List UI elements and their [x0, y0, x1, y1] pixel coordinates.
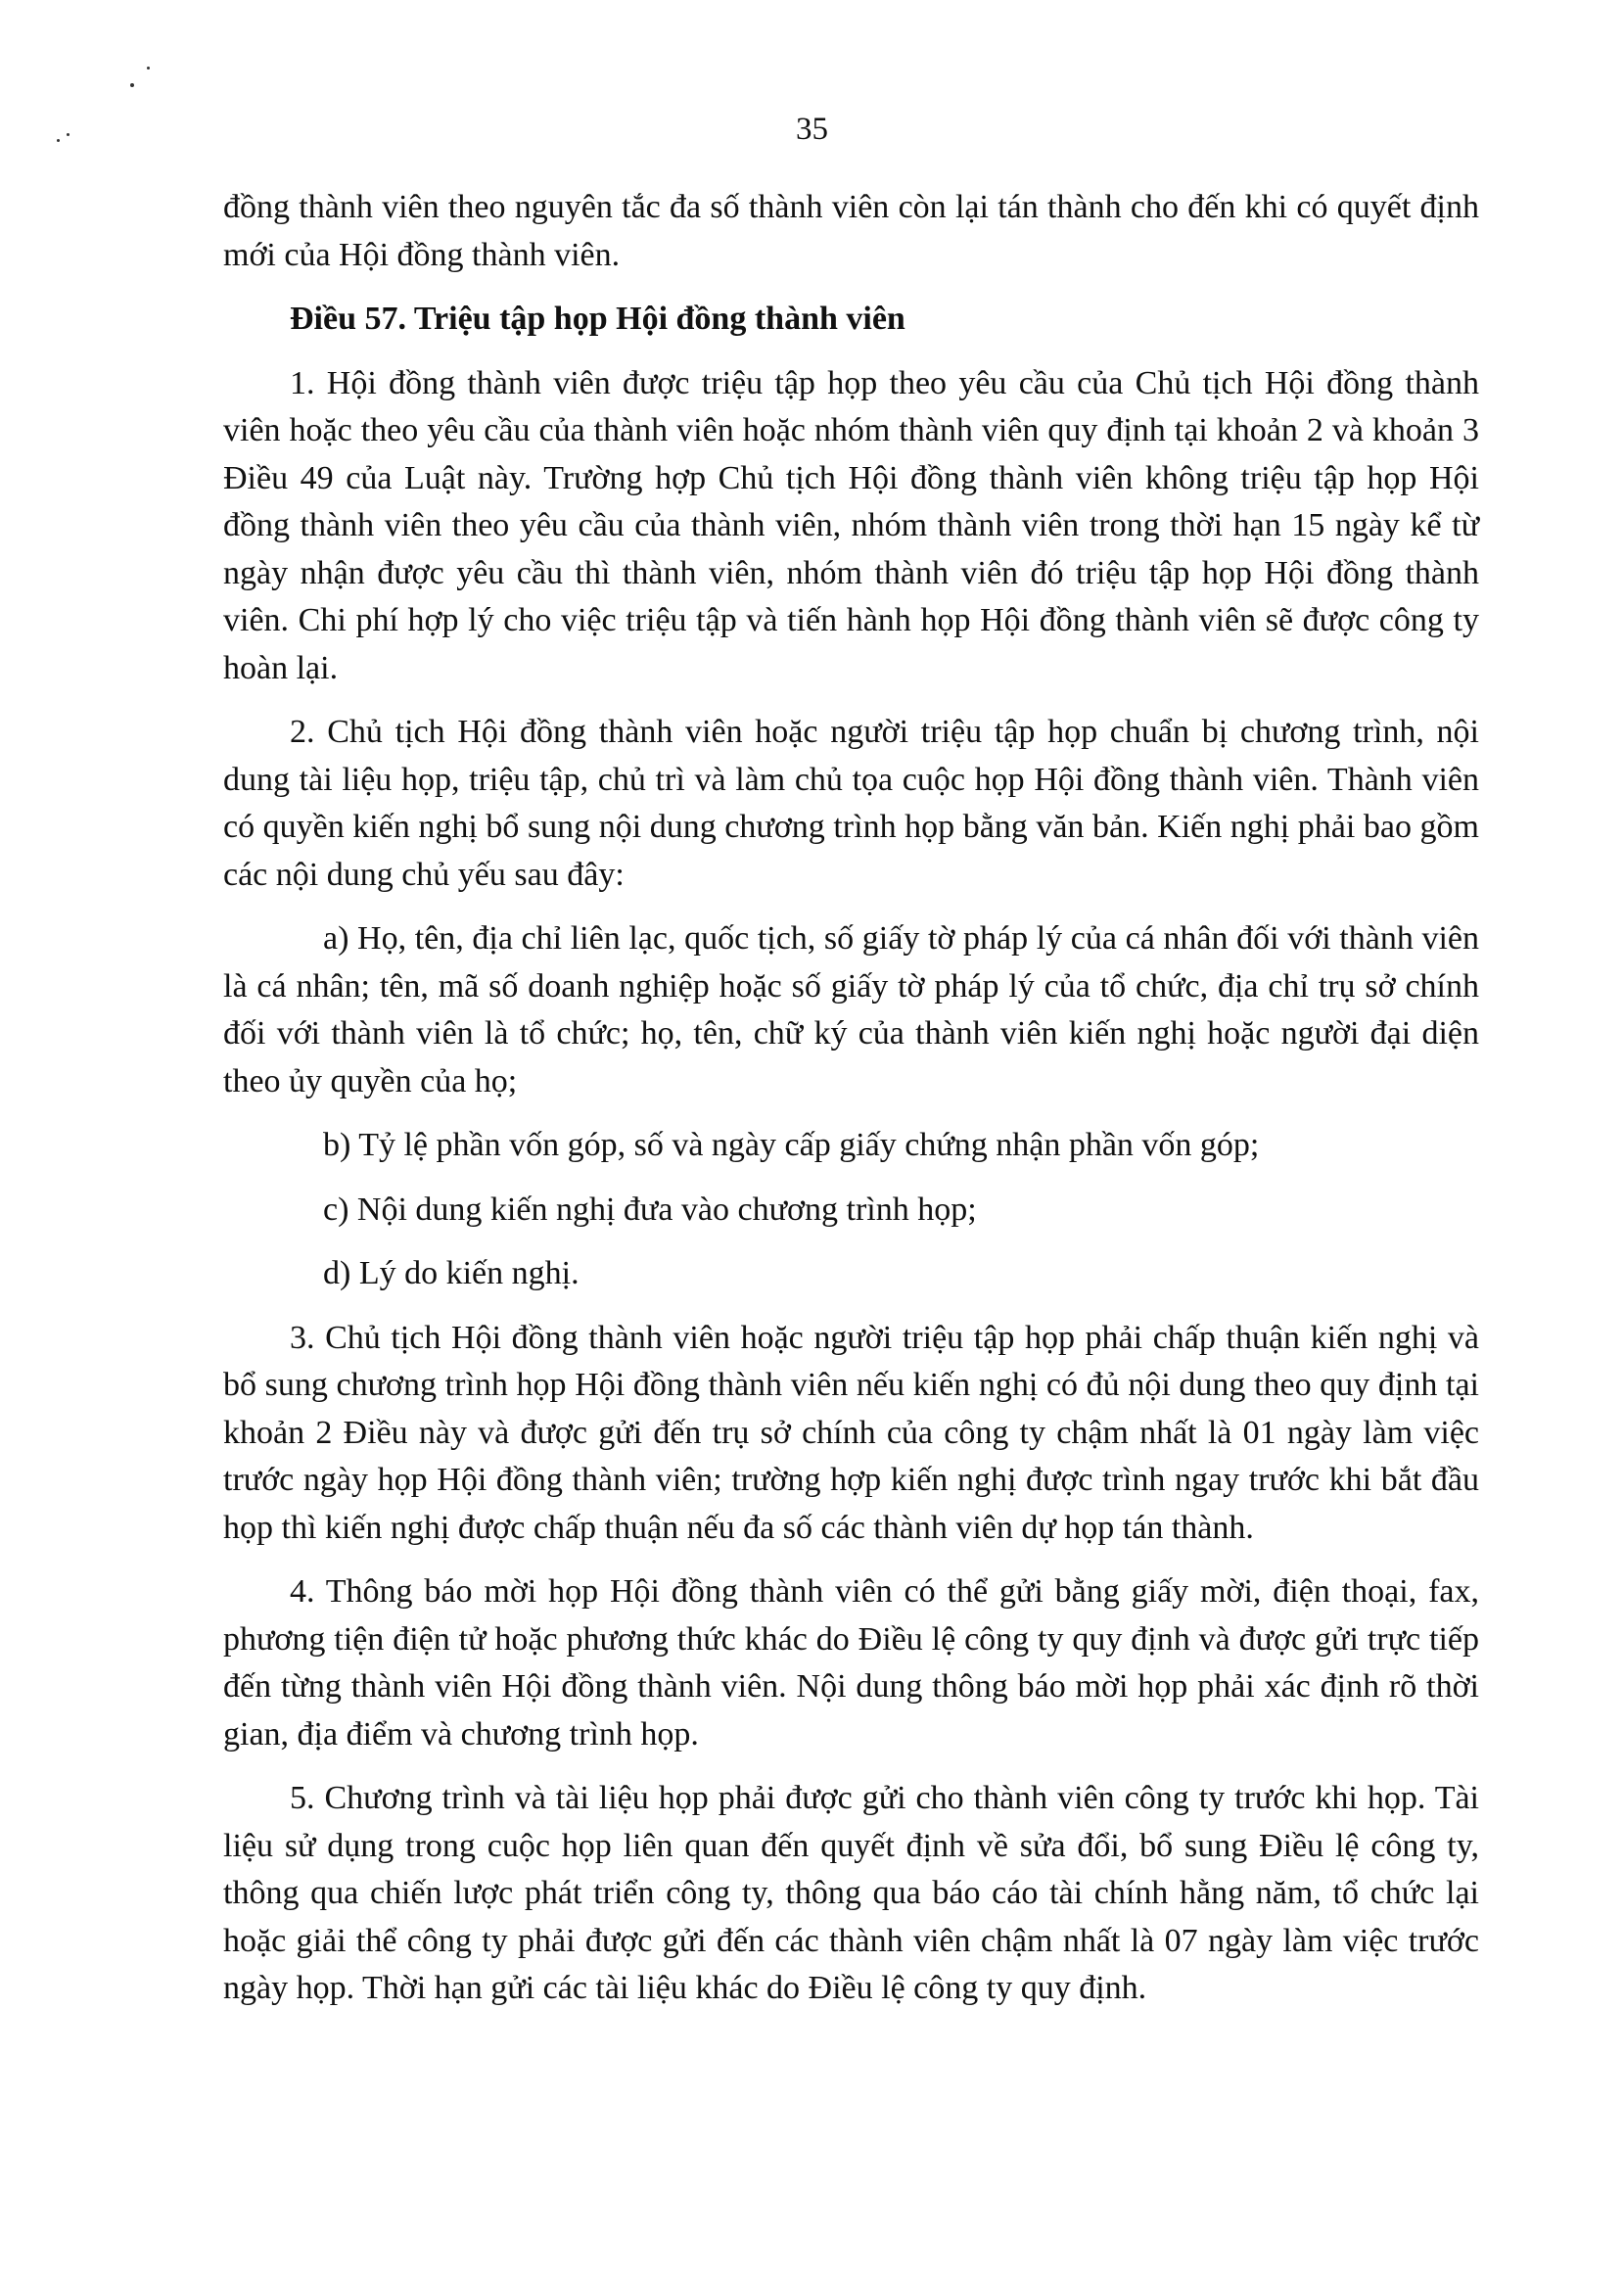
scan-speck	[130, 83, 134, 87]
clause-4-paragraph: 4. Thông báo mời họp Hội đồng thành viên có thể gửi bằng giấy mời, điện thoại, fax, phương tiện điện tử hoặc phương thức khác do Điều lệ công ty quy định và được gửi trực tiếp đến từng thành viên Hội đồng thành viên. Nội dung thông báo mời họp phải xác định rõ thời gian, địa điểm và chương trình họp.	[223, 1573, 1479, 1753]
document-body	[223, 184, 1479, 2030]
clause-2d-paragraph: d) Lý do kiến nghị.	[323, 1255, 580, 1291]
clause-2-paragraph: 2. Chủ tịch Hội đồng thành viên hoặc người triệu tập họp chuẩn bị chương trình, nội dung tài liệu họp, triệu tập, chủ trì và làm chủ tọa cuộc họp Hội đồng thành viên. Thành viên có quyền kiến nghị bổ sung nội dung chương trình họp bằng văn bản. Kiến nghị phải bao gồm các nội dung chủ yếu sau đây:	[223, 714, 1479, 893]
clause-2a-paragraph: a) Họ, tên, địa chỉ liên lạc, quốc tịch, số giấy tờ pháp lý của cá nhân đối với thành viên là cá nhân; tên, mã số doanh nghiệp hoặc số giấy tờ pháp lý của tổ chức, địa chỉ trụ sở chính đối với thành viên là tổ chức; họ, tên, chữ ký của thành viên kiến nghị hoặc người đại diện theo ủy quyền của họ;	[223, 920, 1479, 1099]
continuation-paragraph: đồng thành viên theo nguyên tắc đa số thành viên còn lại tán thành cho đến khi có quyết định mới của Hội đồng thành viên.	[223, 189, 1479, 273]
clause-2c-paragraph: c) Nội dung kiến nghị đưa vào chương trình họp;	[323, 1191, 977, 1228]
clause-3-paragraph: 3. Chủ tịch Hội đồng thành viên hoặc người triệu tập họp phải chấp thuận kiến nghị và bổ sung chương trình họp Hội đồng thành viên nếu kiến nghị có đủ nội dung theo quy định tại khoản 2 Điều này và được gửi đến trụ sở chính của công ty chậm nhất là 01 ngày làm việc trước ngày họp Hội đồng thành viên; trường hợp kiến nghị được trình ngay trước khi bắt đầu họp thì kiến nghị được chấp thuận nếu đa số các thành viên dự họp tán thành.	[223, 1319, 1479, 1546]
clause-1-paragraph: 1. Hội đồng thành viên được triệu tập họp theo yêu cầu của Chủ tịch Hội đồng thành viên hoặc theo yêu cầu của thành viên hoặc nhóm thành viên quy định tại khoản 2 và khoản 3 Điều 49 của Luật này. Trường hợp Chủ tịch Hội đồng thành viên không triệu tập họp Hội đồng thành viên theo yêu cầu của thành viên, nhóm thành viên trong thời hạn 15 ngày kể từ ngày nhận được yêu cầu thì thành viên, nhóm thành viên đó triệu tập họp Hội đồng thành viên. Chi phí hợp lý cho việc triệu tập và tiến hành họp Hội đồng thành viên sẽ được công ty hoàn lại.	[223, 364, 1479, 686]
scan-speck	[147, 67, 150, 70]
page-number: 35	[796, 112, 828, 147]
article-heading: Điều 57. Triệu tập họp Hội đồng thành viên	[290, 301, 905, 337]
clause-5-paragraph: 5. Chương trình và tài liệu họp phải được gửi cho thành viên công ty trước khi họp. Tài liệu sử dụng trong cuộc họp liên quan đến quyết định về sửa đổi, bổ sung Điều lệ công ty, thông qua chiến lược phát triển công ty, thông qua báo cáo tài chính hằng năm, tổ chức lại hoặc giải thể công ty phải được gửi đến các thành viên chậm nhất là 07 ngày làm việc trước ngày họp. Thời hạn gửi các tài liệu khác do Điều lệ công ty quy định.	[223, 1780, 1479, 2006]
clause-2b-paragraph: b) Tỷ lệ phần vốn góp, số và ngày cấp giấy chứng nhận phần vốn góp;	[323, 1127, 1260, 1163]
